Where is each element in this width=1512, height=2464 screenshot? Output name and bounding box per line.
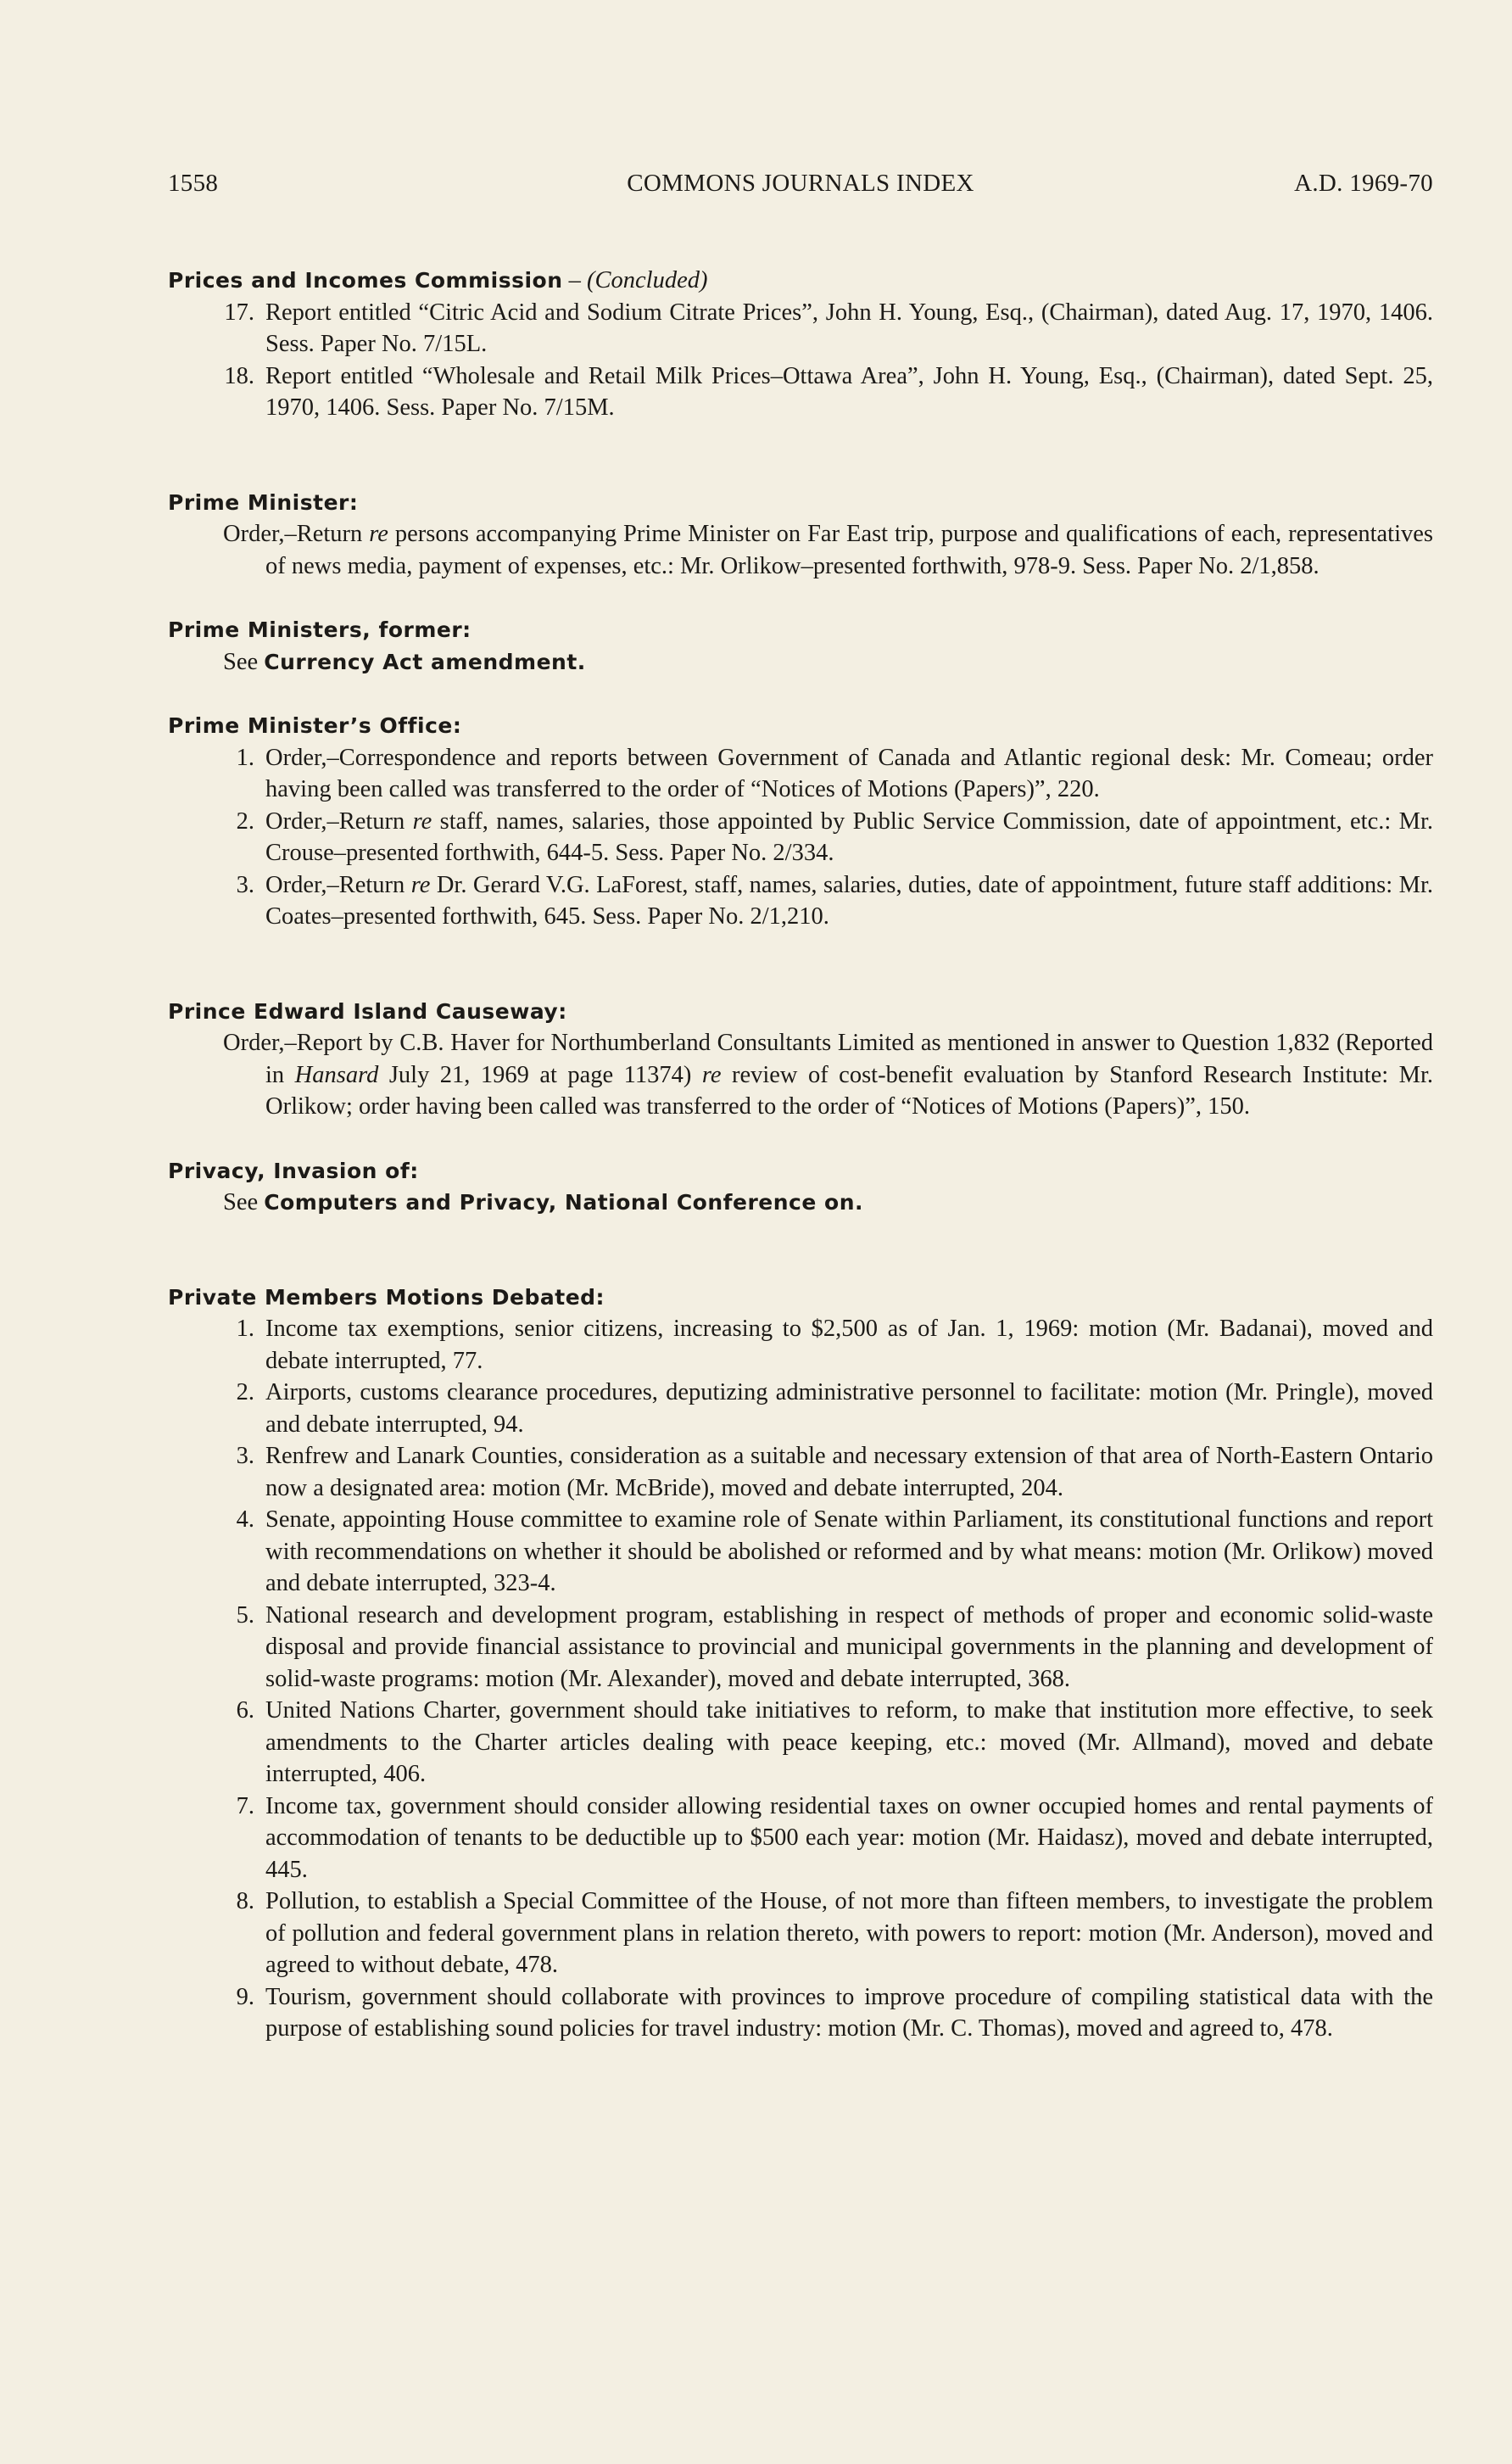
section-pei-causeway: [168, 996, 1433, 1123]
entry-list: [168, 742, 1433, 933]
section-heading: Prince Edward Island Causeway:: [168, 998, 567, 1024]
page-title: COMMONS JOURNALS INDEX: [627, 170, 974, 197]
entry-text: Order,–Report by C.B. Haver for Northumberland Consultants Limited as mentioned in answer to Question 1,832 (Reported in Hansard July 21, 1969 at page 11374) re review of cost-benefit evaluation by Stanford Research Institute: Mr. Orlikow; order having been called was transferred to the order of “Notices of Motions (Papers)”, 150.: [223, 1030, 1434, 1120]
entry-text: Order,–Return re staff, names, salaries, those appointed by Public Service Commission, date of appointment, etc.: Mr. Crouse–presented forthwith, 644-5. Sess. Paper No. 2/334.: [265, 807, 1434, 866]
list-item: [168, 742, 1433, 806]
entry-text: Senate, appointing House committee to examine role of Senate within Parliament, its constitutional functions and report with recommendations on whether it should be abolished or reformed and by what means: motion (Mr. Orlikow) moved and debate interrupted, 323-4.: [265, 1506, 1433, 1596]
entry-number: 5.: [236, 1601, 254, 1629]
entry-number: 17.: [224, 299, 254, 326]
running-head: [168, 170, 1433, 204]
list-item: [168, 869, 1433, 933]
entry-number: 7.: [236, 1792, 254, 1819]
cross-reference: Currency Act amendment.: [264, 649, 586, 674]
entry-text: Airports, customs clearance procedures, deputizing administrative personnel to facilitate: motion (Mr. Pringle), moved and debate interrupted, 94.: [265, 1379, 1433, 1438]
entry-text: United Nations Charter, government should take initiatives to reform, to make that institution more effective, to seek amendments to the Charter articles dealing with peace keeping, etc.: moved (Mr. Allmand), moved and debate interrupted, 406.: [265, 1697, 1433, 1787]
entry-text: National research and development program, establishing in respect of methods of proper and economic solid-waste disposal and provide financial assistance to provincial and municipal governments in the planning and development of solid-waste programs: motion (Mr. Alexander), moved and debate interrupted, 368.: [265, 1601, 1433, 1692]
section-prime-ministers-former: [168, 614, 1433, 678]
list-item: [168, 1600, 1433, 1696]
section-heading: Prime Minister’s Office:: [168, 713, 462, 738]
entry-text: Order,–Return re Dr. Gerard V.G. LaForest, staff, names, salaries, duties, date of appointment, future staff additions: Mr. Coates–presented forthwith, 645. Sess. Paper No. 2/1,210.: [265, 871, 1433, 930]
list-item: [168, 297, 1433, 360]
entry-text: Order,–Correspondence and reports between Government of Canada and Atlantic regional desk: Mr. Comeau; order having been called was transferred to the order of “Notices of Motions (Papers)”, 220.: [265, 744, 1433, 802]
list-item: [168, 1886, 1433, 1981]
section-heading: Privacy, Invasion of:: [168, 1158, 419, 1183]
list-item: [168, 1791, 1433, 1886]
entry-number: 2.: [236, 807, 254, 835]
entry-text: Report entitled “Citric Acid and Sodium Citrate Prices”, John H. Young, Esq., (Chairman), dated Aug. 17, 1970, 1406. Sess. Paper No. 7/15L.: [265, 299, 1433, 357]
entry-text: Pollution, to establish a Special Committee of the House, of not more than fifteen members, to investigate the problem of pollution and federal government plans in relation thereto, with powers to report: motion (Mr. Anderson), moved and agreed to without debate, 478.: [265, 1888, 1433, 1978]
list-item: [168, 1377, 1433, 1440]
list-item: [168, 1440, 1433, 1504]
list-item: [168, 1695, 1433, 1791]
section-heading: Private Members Motions Debated:: [168, 1284, 605, 1310]
entry-number: 1.: [236, 744, 254, 771]
entry-text: Income tax, government should consider allowing residential taxes on owner occupied homes and rental payments of accommodation of tenants to be deductible up to $500 each year: motion (Mr. Haidasz), moved and debate interrupted, 445.: [265, 1792, 1433, 1883]
cross-reference: Computers and Privacy, National Conference on.: [264, 1190, 864, 1215]
section-prime-ministers-office: [168, 710, 1433, 933]
entry-list: [168, 1313, 1433, 2045]
entry-text: Order,–Return re persons accompanying Prime Minister on Far East trip, purpose and qualifications of each, representatives of news media, payment of expenses, etc.: Mr. Orlikow–presented forthwith, 978-9. Sess. Paper No. 2/1,858.: [223, 521, 1433, 579]
entry-number: 8.: [236, 1888, 254, 1914]
entry-text: Income tax exemptions, senior citizens, increasing to $2,500 as of Jan. 1, 1969: motion (Mr. Badanai), moved and debate interrupted, 77.: [265, 1316, 1433, 1374]
list-item: [168, 1504, 1433, 1600]
entry-number: 3.: [236, 871, 254, 898]
entry-number: 4.: [236, 1506, 254, 1533]
entry-number: 1.: [236, 1316, 254, 1342]
entry-list: [168, 297, 1433, 424]
index-body: [168, 265, 1433, 2045]
entry-number: 18.: [224, 362, 254, 389]
heading-qualifier: – (Concluded): [562, 267, 708, 293]
entry-text: Tourism, government should collaborate with provinces to improve procedure of compiling statistical data with the purpose of establishing sound policies for travel industry: motion (Mr. C. Thomas), moved and agreed to, 478.: [265, 1983, 1433, 2042]
section-heading: Prime Ministers, former:: [168, 617, 471, 642]
section-heading: Prime Minister:: [168, 489, 359, 515]
list-item: [168, 1981, 1433, 2045]
list-item: [168, 360, 1433, 424]
section-privacy-invasion: [168, 1155, 1433, 1219]
list-item: [168, 806, 1433, 869]
section-heading: Prices and Incomes Commission – (Concluded): [168, 267, 708, 293]
section-prices-incomes-commission: [168, 265, 1433, 424]
entry-text: Renfrew and Lanark Counties, consideration as a suitable and necessary extension of that area of North-Eastern Ontario now a designated area: motion (Mr. McBride), moved and debate interrupted, 204.: [265, 1443, 1433, 1501]
section-prime-minister: [168, 487, 1433, 583]
see-reference: See Currency Act amendment.: [223, 648, 586, 675]
entry-number: 2.: [236, 1379, 254, 1405]
entry-number: 9.: [236, 1983, 254, 2010]
list-item: [168, 1313, 1433, 1377]
entry-number: 6.: [236, 1697, 254, 1724]
page-year: A.D. 1969-70: [1294, 170, 1433, 197]
page-number: 1558: [168, 170, 219, 197]
section-private-members-motions: [168, 1282, 1433, 2045]
entry-number: 3.: [236, 1443, 254, 1469]
entry-text: Report entitled “Wholesale and Retail Milk Prices–Ottawa Area”, John H. Young, Esq., (Chairman), dated Sept. 25, 1970, 1406. Sess. Paper No. 7/15M.: [265, 362, 1433, 421]
see-reference: See Computers and Privacy, National Conference on.: [223, 1189, 864, 1215]
